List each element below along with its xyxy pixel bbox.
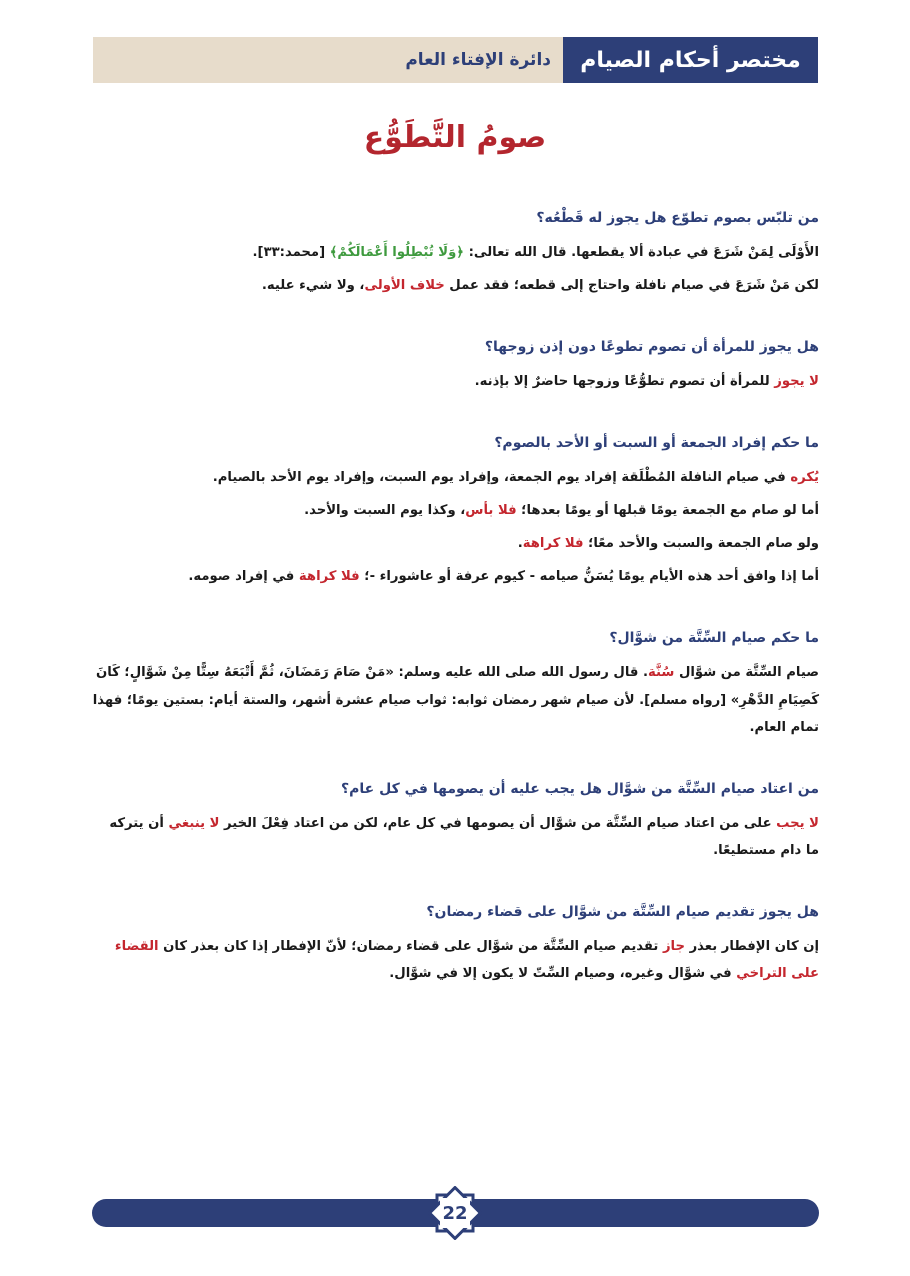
- ruling-highlight: خلاف الأولى: [364, 278, 445, 294]
- question-heading: هل يجوز للمرأة أن تصوم تطوعًا دون إذن زوجها؟: [484, 339, 819, 356]
- book-title: مختصر أحكام الصيام: [563, 37, 818, 83]
- quran-verse: ﴿وَلَا تُبْطِلُوا أَعْمَالَكُمْ﴾: [329, 245, 464, 260]
- page-number-badge: [428, 1186, 482, 1240]
- answer-text: في صيام النافلة المُطْلَقة إفراد يوم الجمعة، وإفراد يوم السبت، وإفراد يوم الأحد بالصيام.: [212, 470, 791, 486]
- answer-text: . قال رسول الله صلى الله عليه وسلم: «مَنْ صَامَ رَمَضَانَ، ثُمَّ أَتْبَعَهُ سِتًّا مِنْ شَوَّالٍ؛ كَانَ كَصِيَامِ الدَّهْرِ» [رواه مسلم]. لأن صيام شهر رمضان ثوابه: ثواب صيام عشرة أشهر، والستة أيام: بستين يومًا؛ فهذا تمام العام.: [92, 665, 819, 735]
- answer-paragraph: [92, 563, 819, 590]
- answer-text: .: [517, 536, 523, 552]
- answer-text: أن يتركه ما دام مستطيعًا.: [109, 815, 819, 858]
- ruling-highlight: فلا كراهة: [522, 536, 584, 552]
- ruling-highlight: لا يجب: [776, 815, 819, 831]
- page-header: [93, 37, 818, 83]
- question-heading: ما حكم صيام السِّتَّة من شوَّال؟: [609, 630, 819, 647]
- answer-text: في إفراد صومه.: [188, 569, 299, 585]
- answer-text: صيام السِّتَّة من شوَّال: [674, 665, 819, 681]
- answer-paragraph: [92, 933, 819, 987]
- answer-paragraph: [92, 368, 819, 395]
- answer-paragraph: [92, 530, 819, 557]
- answer-text: ، وكذا يوم السبت والأحد.: [304, 503, 466, 519]
- question-heading: هل يجوز تقديم صيام السِّتَّة من شوَّال على قضاء رمضان؟: [426, 903, 819, 920]
- answer-paragraph: [92, 239, 819, 266]
- qa-section: [92, 208, 819, 299]
- ruling-highlight: فلا كراهة: [298, 569, 360, 585]
- answer-text: أما لو صام مع الجمعة يومًا قبلها أو يومًا بعدها؛: [516, 503, 819, 519]
- answer-text: أما إذا وافق أحد هذه الأيام يومًا يُسَنُّ صيامه - كيوم عرفة أو عاشوراء -؛: [359, 569, 819, 585]
- answer-text: [محمد:٣٣].: [252, 245, 330, 260]
- answer-text: ، ولا شيء عليه.: [261, 278, 365, 294]
- ruling-highlight: فلا بأس: [465, 503, 517, 519]
- content-body: [92, 208, 819, 1025]
- qa-section: [92, 337, 819, 395]
- answer-paragraph: [92, 497, 819, 524]
- question-heading: من اعتاد صيام السِّتَّة من شوَّال هل يجب عليه أن يصومها في كل عام؟: [341, 780, 819, 797]
- answer-text: على من اعتاد صيام السِّتَّة من شوَّال أن يصومها في كل عام، لكن من اعتاد فِعْلَ الخير: [219, 815, 777, 831]
- answer-text: إن كان الإفطار بعذر: [685, 938, 819, 954]
- ruling-highlight: سُنَّة: [648, 665, 675, 681]
- answer-text: ولو صام الجمعة والسبت والأحد معًا؛: [583, 536, 819, 552]
- department-name: دائرة الإفتاء العام: [405, 50, 551, 70]
- page-number: 22: [442, 1202, 468, 1224]
- page-title: صومُ التَّطَوُّع: [363, 120, 547, 155]
- question-heading: من تلبّس بصوم تطوّع هل يجوز له قَطْعُه؟: [536, 210, 819, 226]
- answer-paragraph: [92, 272, 819, 299]
- qa-section: [92, 433, 819, 590]
- ruling-highlight: لا ينبغي: [168, 815, 220, 831]
- answer-text: لكن مَنْ شَرَعَ في صيام نافلة واحتاج إلى قطعه؛ فقد عمل: [444, 278, 819, 294]
- answer-paragraph: [92, 810, 819, 864]
- ruling-highlight: لا يجوز: [774, 374, 819, 390]
- answer-paragraph: [92, 464, 819, 491]
- question-heading: ما حكم إفراد الجمعة أو السبت أو الأحد بالصوم؟: [494, 435, 819, 452]
- qa-section: [92, 628, 819, 740]
- answer-text: في شوَّال وغيره، وصيام السِّتّ لا يكون إلا في شوَّال.: [389, 965, 737, 981]
- qa-section: [92, 902, 819, 987]
- qa-section: [92, 779, 819, 864]
- ruling-highlight: القضاء على التراخي: [114, 938, 819, 981]
- answer-text: للمرأة أن تصوم تطوُّعًا وزوجها حاضرٌ إلا بإذنه.: [474, 374, 775, 390]
- ruling-highlight: يُكره: [790, 470, 819, 486]
- answer-text: الأَوْلَى لِمَنْ شَرَعَ في عبادة ألا يقطعها. قال الله تعالى:: [464, 245, 819, 260]
- answer-text: تقديم صيام السِّتَّة من شوَّال على قضاء رمضان؛ لأنّ الإفطار إذا كان بعذر كان: [158, 938, 663, 954]
- answer-paragraph: [92, 659, 819, 740]
- ruling-highlight: جاز: [662, 938, 685, 954]
